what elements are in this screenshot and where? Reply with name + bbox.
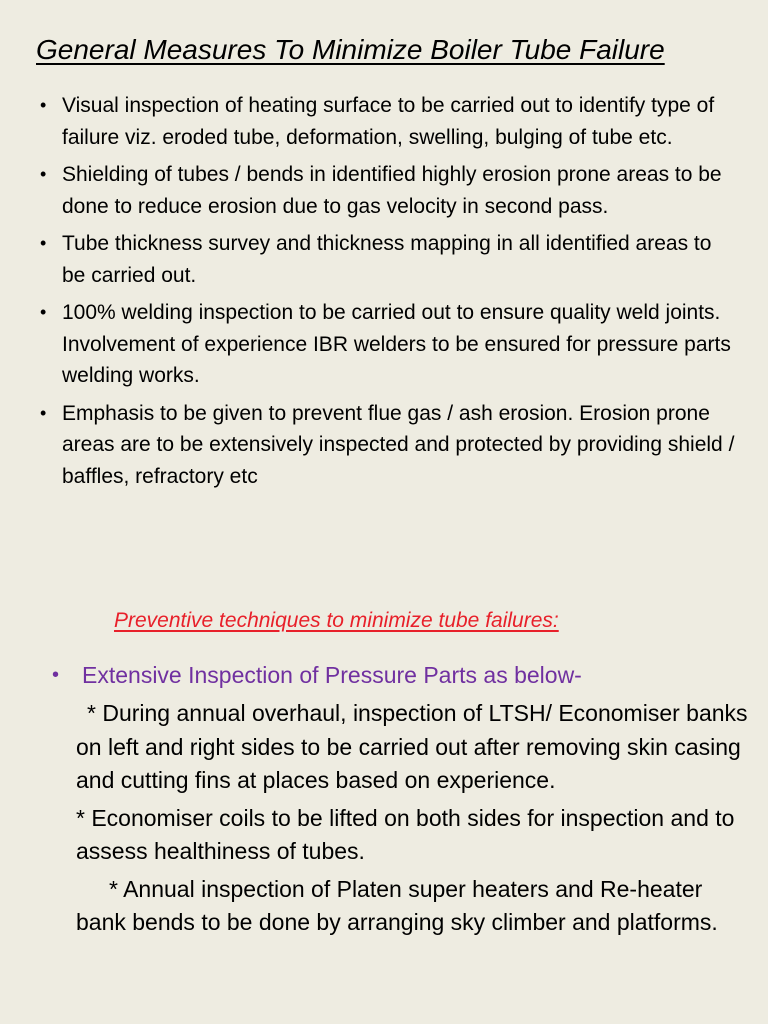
section-subtitle: Preventive techniques to minimize tube failures: <box>114 609 559 632</box>
bullet-icon: • <box>40 164 47 184</box>
measures-list <box>40 90 740 498</box>
list-item <box>40 297 740 392</box>
bullet-icon: • <box>40 233 47 253</box>
list-item-text: Emphasis to be given to prevent flue gas / ash erosion. Erosion prone areas are to be extensively inspected and protected by providing shield / baffles, refractory etc <box>62 401 735 488</box>
list-item <box>40 228 740 291</box>
bullet-icon: • <box>52 664 60 686</box>
bullet-icon: • <box>40 95 47 115</box>
bullet-icon: • <box>40 302 47 322</box>
list-item <box>40 398 740 493</box>
inspection-item: * Annual inspection of Platen super heaters and Re-heater bank bends to be done by arranging sky climber and platforms. <box>76 875 718 935</box>
inspection-section <box>52 657 752 940</box>
section-heading <box>52 657 752 693</box>
inspection-item: * Economiser coils to be lifted on both sides for inspection and to assess healthiness of tubes. <box>76 804 735 864</box>
inspection-item: * During annual overhaul, inspection of LTSH/ Economiser banks on left and right sides to be carried out after removing skin casing and cutting fins at places based on experience. <box>76 700 748 793</box>
list-item <box>40 90 740 153</box>
list-item-text: Tube thickness survey and thickness mapping in all identified areas to be carried out. <box>62 232 712 287</box>
page-title: General Measures To Minimize Boiler Tube Failure <box>36 34 665 65</box>
list-item-text: Shielding of tubes / bends in identified highly erosion prone areas to be done to reduce erosion due to gas velocity in second pass. <box>62 163 722 218</box>
section-heading-text: Extensive Inspection of Pressure Parts as below- <box>82 662 582 688</box>
bullet-icon: • <box>40 402 47 423</box>
list-item <box>40 159 740 222</box>
list-item-text: Visual inspection of heating surface to be carried out to identify type of failure viz. eroded tube, deformation, swelling, bulging of tube etc. <box>62 94 715 149</box>
list-item-text: 100% welding inspection to be carried out to ensure quality weld joints. Involvement of experience IBR welders to be ensured for pressure parts welding works. <box>62 301 731 387</box>
